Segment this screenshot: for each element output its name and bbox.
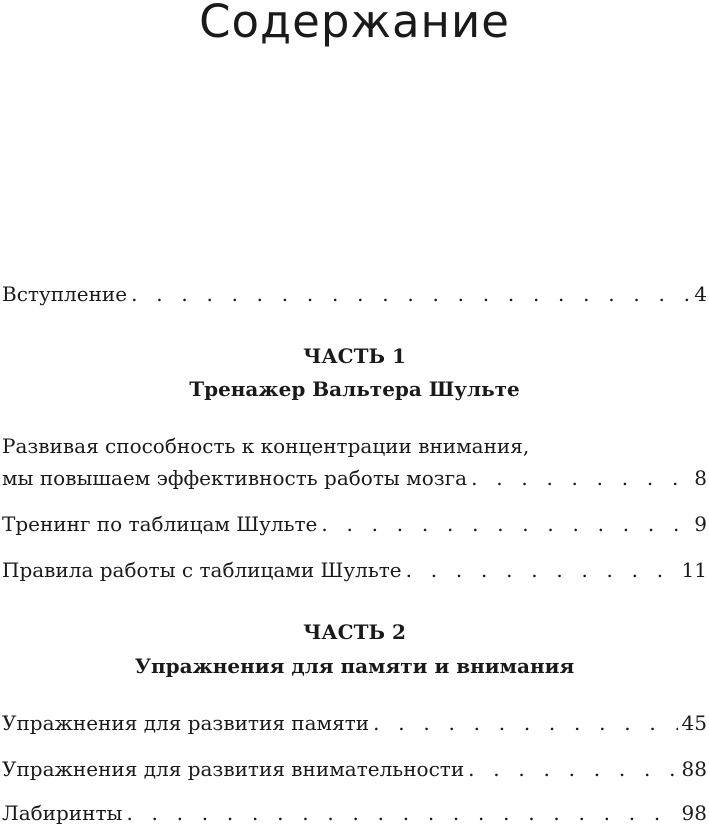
toc-entry-label: мы повышаем эффективность работы мозга xyxy=(2,466,468,490)
part-1-title: Тренажер Вальтера Шульте xyxy=(189,377,520,401)
dot-leader xyxy=(471,466,690,490)
toc-entry[interactable] xyxy=(2,512,707,536)
toc-entry-page: 9 xyxy=(694,512,707,536)
toc-entry[interactable] xyxy=(2,434,707,490)
toc-entry-label: Упражнения для развития памяти xyxy=(2,711,370,735)
toc-entry-label-line1: Развивая способность к концентрации внимания, xyxy=(2,434,530,458)
toc-entry-label: Тренинг по таблицам Шульте xyxy=(2,512,318,536)
toc-entry-page: 4 xyxy=(694,282,707,306)
toc-entry[interactable] xyxy=(2,711,707,735)
toc-entry-label: Лабиринты xyxy=(2,801,123,825)
part-2-number: ЧАСТЬ 2 xyxy=(303,620,406,644)
toc-entry-label: Вступление xyxy=(2,282,128,306)
toc-entry-page: 11 xyxy=(681,558,707,582)
dot-leader xyxy=(373,711,677,735)
toc-entry-page: 45 xyxy=(681,711,707,735)
page-title: Содержание xyxy=(199,0,510,48)
part-1-number: ЧАСТЬ 1 xyxy=(303,344,406,368)
toc-entry-label: Правила работы с таблицами Шульте xyxy=(2,558,402,582)
dot-leader xyxy=(131,282,690,306)
toc-entry-page: 98 xyxy=(681,801,707,825)
toc-entry-label: Упражнения для развития внимательности xyxy=(2,757,465,781)
dot-leader xyxy=(406,558,678,582)
toc-entry-page: 8 xyxy=(694,466,707,490)
toc-entry[interactable] xyxy=(2,558,707,582)
toc-entry[interactable] xyxy=(2,801,707,825)
toc-entry-page: 88 xyxy=(681,757,707,781)
dot-leader xyxy=(126,801,677,825)
dot-leader xyxy=(468,757,677,781)
toc-entry-intro[interactable] xyxy=(2,282,707,306)
part-2-title: Упражнения для памяти и внимания xyxy=(134,654,575,678)
toc-entry[interactable] xyxy=(2,757,707,781)
dot-leader xyxy=(321,512,690,536)
